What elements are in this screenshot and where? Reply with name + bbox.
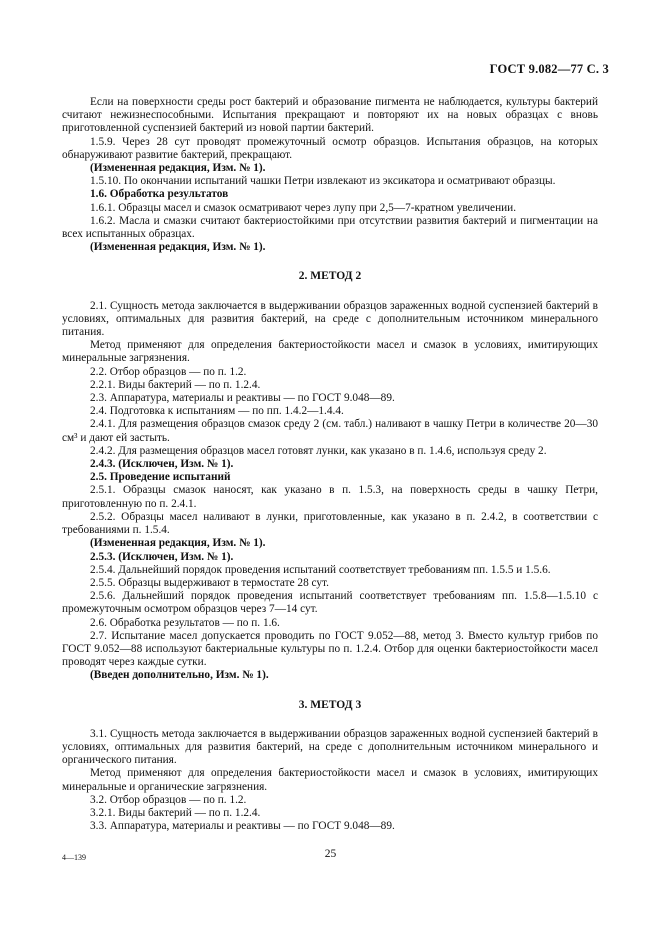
paragraph: 3.3. Аппаратура, материалы и реактивы — по ГОСТ 9.048—89. <box>90 820 395 833</box>
heading-method-2: 2. МЕТОД 2 <box>298 270 362 283</box>
paragraph: 2.4.2. Для размещения образцов масел готовят лунки, как указано в п. 1.4.6, используя среду 2. <box>90 444 547 457</box>
paragraph: 1.5.10. По окончании испытаний чашки Петри извлекают из эксикатора и осматривают образцы. <box>90 175 556 188</box>
paragraph: (Введен дополнительно, Изм. № 1). <box>90 669 269 682</box>
paragraph: 2.4.3. (Исключен, Изм. № 1). <box>90 458 234 471</box>
section-2-body <box>62 300 598 683</box>
paragraph: 2.3. Аппаратура, материалы и реактивы — по ГОСТ 9.048—89. <box>90 392 395 405</box>
paragraph: 2.4.1. Для размещения образцов смазок среду 2 (см. табл.) наливают в чашку Петри в количестве 20—30 см³ и дают ей застыть. <box>62 418 598 444</box>
paragraph: Метод применяют для определения бактериостойкости масел и смазок в условиях, имитирующих минеральные и органические загрязнения. <box>62 767 598 793</box>
paragraph: 2.1. Сущность метода заключается в выдерживании образцов зараженных водной суспензией бактерий в условиях, оптимальных для развития бактерий, на среде с дополнительным источником минерального питания. <box>62 299 598 339</box>
paragraph: 2.5.5. Образцы выдерживают в термостате 28 сут. <box>90 576 329 589</box>
paragraph: 2.6. Обработка результатов — по п. 1.6. <box>90 616 280 629</box>
paragraph: 3.2. Отбор образцов — по п. 1.2. <box>90 793 247 806</box>
footer-code: 4—139 <box>62 853 86 862</box>
paragraph: 1.6.2. Масла и смазки считают бактериостойкими при отсутствии развития бактерий и пигментации на всех испытанных образцах. <box>62 214 598 241</box>
paragraph: Если на поверхности среды рост бактерий и образование пигмента не наблюдается, культуры бактерий считают нежизнеспособными. Испытания прекращают и повторяют их на новых образцах с вновь приготовленной суспензией бактерий из новой партии бактерий. <box>62 96 598 135</box>
section-3-body <box>62 728 598 834</box>
page-header: ГОСТ 9.082—77 С. 3 <box>489 62 609 76</box>
paragraph: 2.5.1. Образцы смазок наносят, как указано в п. 1.5.3, на поверхность среды в чашку Петри, приготовленную по п. 2.4.1. <box>62 484 598 510</box>
paragraph: 2.2. Отбор образцов — по п. 1.2. <box>90 365 247 378</box>
paragraph: 2.5.6. Дальнейший порядок проведения испытаний соответствует требованиям пп. 1.5.8—1.5.10 с промежуточным осмотром образцов через 7—14 сут. <box>62 590 598 616</box>
paragraph: (Измененная редакция, Изм. № 1). <box>90 537 266 550</box>
paragraph: 1.6. Обработка результатов <box>90 188 229 201</box>
page-number: 25 <box>324 848 337 860</box>
heading-method-3: 3. МЕТОД 3 <box>298 698 362 711</box>
paragraph: 3.2.1. Виды бактерий — по п. 1.2.4. <box>90 806 261 819</box>
paragraph: 2.4. Подготовка к испытаниям — по пп. 1.4.2—1.4.4. <box>90 405 344 418</box>
paragraph: (Измененная редакция, Изм. № 1). <box>90 241 266 254</box>
paragraph: 1.5.9. Через 28 сут проводят промежуточный осмотр образцов. Испытания образцов, на которых обнаруживают развитие бактерий, прекращают. <box>62 135 598 161</box>
document-body <box>62 96 598 833</box>
paragraph: 2.5.3. (Исключен, Изм. № 1). <box>90 550 234 563</box>
paragraph: 1.6.1. Образцы масел и смазок осматривают через лупу при 2,5—7-кратном увеличении. <box>90 201 517 214</box>
paragraph: 2.5.4. Дальнейший порядок проведения испытаний соответствует требованиям пп. 1.5.5 и 1.5.6. <box>90 563 551 576</box>
paragraph: 3.1. Сущность метода заключается в выдерживании образцов зараженных водной суспензией бактерий в условиях, оптимальных для развития бактерий, на среде с дополнительным источником минерального и органического питания. <box>62 727 598 767</box>
paragraph: (Измененная редакция, Изм. № 1). <box>90 162 266 175</box>
paragraph: 2.7. Испытание масел допускается проводить по ГОСТ 9.052—88, метод 3. Вместо культур грибов по ГОСТ 9.052—88 используют бактериальные культуры по п. 1.2.4. Отбор для оценки бактериостойкости масел проводят через каждые сутки. <box>62 629 598 669</box>
paragraph: 2.5.2. Образцы масел наливают в лунки, приготовленные, как указано в п. 2.4.2, в соответствии с требованиями п. 1.5.4. <box>62 510 598 537</box>
paragraph: Метод применяют для определения бактериостойкости масел и смазок в условиях, имитирующих минеральные загрязнения. <box>62 339 598 365</box>
paragraph: 2.5. Проведение испытаний <box>90 471 231 484</box>
paragraph: 2.2.1. Виды бактерий — по п. 1.2.4. <box>90 378 261 391</box>
section-1-continuation <box>62 96 598 254</box>
